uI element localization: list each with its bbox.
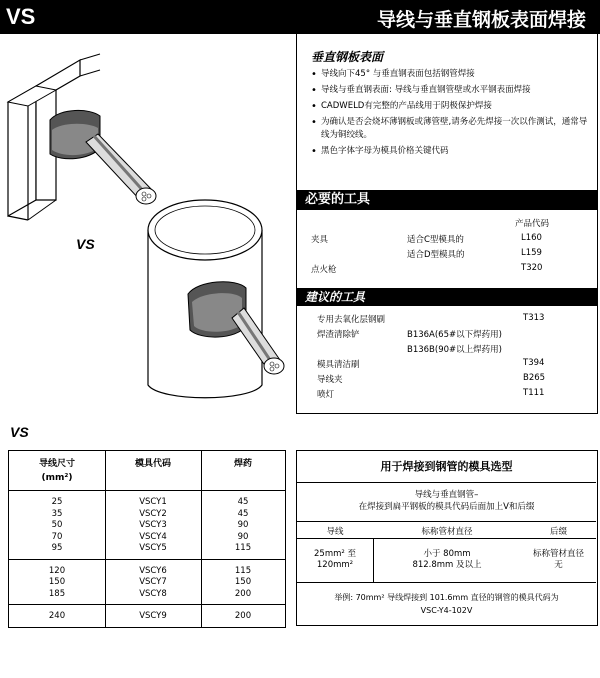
table-row [9, 532, 285, 544]
size-table [8, 450, 286, 628]
pipe-connection-illustration [140, 190, 290, 405]
value-line: 25mm² 至 [314, 549, 356, 559]
required-tools-header: 必要的工具 [297, 190, 597, 210]
value-line: 812.8mm 及以上 [412, 560, 482, 570]
powder-header: 焊药 [233, 459, 252, 469]
table-row [9, 509, 285, 521]
table-group [9, 491, 285, 560]
powder-cell: 90 [237, 531, 249, 542]
table-row [9, 497, 285, 509]
value-line: 小于 80mm [423, 549, 471, 559]
conductor-col-header: 导线 [326, 527, 344, 537]
table-row [9, 520, 285, 532]
header-bar [0, 0, 600, 34]
size-unit-header: (mm²) [41, 473, 73, 483]
tool-code: T394 [523, 358, 545, 368]
size-cell: 120 [48, 565, 66, 576]
mold-cell: VSCY2 [139, 508, 167, 519]
figure-label: VS [76, 236, 95, 252]
tool-code: T111 [523, 388, 545, 398]
pipe-mold-selection [296, 450, 598, 626]
bullet-item: • 黑色字体字母为模具价格关键代码 [311, 145, 591, 158]
bullet-item: • 导线向下45° 与垂直钢表面包括钢管焊接 [311, 68, 591, 81]
mold-cell: VSCY3 [139, 520, 167, 530]
powder-cell: 90 [237, 520, 249, 530]
selection-example [297, 591, 596, 617]
size-cell: 240 [48, 611, 66, 621]
code-column-header: 产品代码 [515, 219, 550, 229]
table-group [9, 605, 285, 627]
mold-cell: VSCY6 [139, 565, 167, 576]
powder-cell: 45 [237, 508, 249, 519]
powder-cell: 200 [234, 588, 252, 599]
size-cell: 70 [51, 531, 63, 542]
tool-item: 夹具 [311, 235, 329, 245]
selection-subtitle [297, 489, 596, 513]
value-line: 无 [554, 560, 563, 570]
powder-cell: 45 [237, 497, 249, 507]
value-line: 标称管材直径 [532, 549, 584, 559]
powder-cell: 115 [234, 565, 252, 576]
selection-columns [297, 521, 596, 539]
size-cell: 185 [48, 588, 66, 599]
bullet-item: • 为确认是否会烧坏薄钢板或薄管壁,请务必先焊接一次以作测试，通常导线为铜绞线。 [311, 116, 591, 142]
tool-desc: 适合D型模具的 [407, 250, 465, 260]
tool-desc: 适合C型模具的 [407, 235, 464, 245]
size-cell: 35 [51, 508, 63, 519]
table-row [9, 611, 285, 623]
tool-desc: B136B(90#以上焊药用) [407, 345, 502, 355]
tool-item: 点火枪 [311, 265, 337, 275]
mold-cell: VSCY1 [139, 497, 167, 507]
product-code: VS [6, 4, 36, 29]
table-row [9, 589, 285, 601]
tool-item: 专用去氧化层钢刷 [317, 315, 386, 325]
bullet-item: • 导线与垂直钢表面: 导线与垂直钢管壁或水平钢表面焊接 [311, 84, 591, 97]
tool-item: 模具清洁刷 [317, 360, 360, 370]
mold-cell: VSCY8 [139, 588, 167, 599]
selection-title: 用于焊接到钢管的模具选型 [297, 451, 596, 483]
table-row [9, 566, 285, 578]
bullet-item: • CADWELD有完整的产品线用于阴极保护焊接 [311, 100, 591, 113]
mold-cell: VSCY7 [139, 577, 167, 587]
size-cell: 150 [48, 577, 66, 587]
tool-item: 焊渣清除铲 [317, 330, 360, 340]
size-cell: 50 [51, 520, 63, 530]
surface-title: 垂直钢板表面 [311, 50, 384, 64]
size-cell: 25 [51, 497, 63, 507]
table-group [9, 560, 285, 606]
mold-cell: VSCY9 [139, 611, 167, 621]
powder-cell: 115 [234, 543, 252, 553]
mold-header: 模具代码 [134, 459, 171, 469]
tool-desc: B136A(65#以下焊药用) [407, 330, 502, 340]
table-row [9, 577, 285, 589]
page-title: 导线与垂直钢板表面焊接 [376, 9, 586, 31]
size-cell: 95 [51, 543, 63, 553]
powder-cell: 200 [234, 611, 252, 621]
suffix-col-header: 后缀 [549, 527, 567, 537]
value-line: 120mm² [316, 560, 354, 570]
tool-code: L159 [521, 248, 542, 258]
selection-values [297, 539, 596, 583]
surface-bullets [311, 68, 591, 161]
info-panel [296, 34, 598, 414]
diameter-col-header: 标称管材直径 [421, 527, 473, 537]
conductor-value [297, 549, 373, 571]
tool-code: T313 [523, 313, 545, 323]
table-row [9, 543, 285, 555]
tool-code: L160 [521, 233, 542, 243]
size-header: 导线尺寸 [38, 459, 75, 469]
subtitle-line: 导线与垂直钢管– [414, 490, 479, 500]
tool-code: B265 [523, 373, 546, 383]
example-line: 举例: 70mm² 导线焊接到 101.6mm 直径的钢管的模具代码为 [334, 593, 559, 602]
size-table-header [9, 451, 285, 491]
table-label: VS [10, 424, 29, 440]
subtitle-line: 在焊接到扁平钢板的模具代码后面加上V和后缀 [358, 502, 535, 512]
tool-item: 喷灯 [317, 390, 335, 400]
suggested-tools-header: 建议的工具 [297, 288, 597, 306]
tool-item: 导线夹 [317, 375, 343, 385]
mold-cell: VSCY4 [139, 531, 167, 542]
diameter-value [373, 549, 521, 571]
tool-code: T320 [521, 263, 543, 273]
example-code: VSC-Y4-102V [420, 606, 473, 615]
suffix-value [521, 549, 596, 571]
powder-cell: 150 [234, 577, 252, 587]
mold-cell: VSCY5 [139, 543, 167, 553]
